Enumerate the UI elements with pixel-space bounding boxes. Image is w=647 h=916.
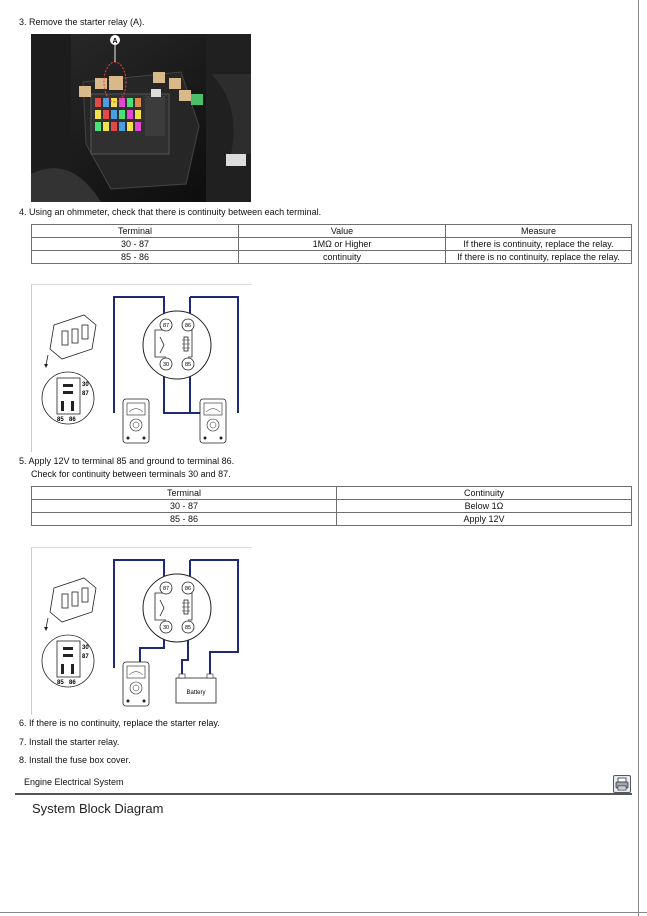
pin-label-86: 86	[69, 417, 76, 423]
table-row	[32, 513, 632, 526]
relay-terminal-86: 86	[184, 586, 192, 592]
table-row	[32, 500, 632, 513]
relay-terminal-87: 87	[162, 323, 170, 329]
relay-terminal-86: 86	[184, 323, 192, 329]
step-5-text: 5. Apply 12V to terminal 85 and ground to terminal 86.	[19, 456, 235, 466]
table-cell: 30 - 87	[32, 500, 337, 513]
table-cell: 85 - 86	[32, 251, 239, 264]
pin-label-85: 85	[57, 417, 64, 423]
section-title: System Block Diagram	[32, 801, 164, 816]
relay-terminal-30: 30	[162, 362, 170, 368]
relay-terminal-30: 30	[162, 625, 170, 631]
table-header-row	[32, 225, 632, 238]
table-cell: continuity	[239, 251, 446, 264]
battery	[176, 674, 216, 703]
ohmmeter-table	[31, 224, 632, 264]
table-header: Terminal	[32, 225, 239, 238]
table-cell: 1MΩ or Higher	[239, 238, 446, 251]
relay-terminal-85: 85	[184, 625, 192, 631]
relay-terminal-85: 85	[184, 362, 192, 368]
step-5-subtext: Check for continuity between terminals 30 and 87.	[31, 469, 231, 479]
ohmmeter-right	[200, 399, 226, 443]
pin-label-30: 30	[82, 382, 89, 388]
table-header: Continuity	[337, 487, 632, 500]
table-header: Value	[239, 225, 446, 238]
print-button[interactable]	[613, 775, 631, 793]
table-header: Terminal	[32, 487, 337, 500]
step-6-text: 6. If there is no continuity, replace the starter relay.	[19, 718, 220, 728]
pin-label-85: 85	[57, 680, 64, 686]
page-border-bottom	[0, 912, 647, 913]
table-cell: Apply 12V	[337, 513, 632, 526]
ohmmeter	[123, 662, 149, 706]
table-cell: Below 1Ω	[337, 500, 632, 513]
ohmmeter-left	[123, 399, 149, 443]
pin-label-86: 86	[69, 680, 76, 686]
step-8-text: 8. Install the fuse box cover.	[19, 755, 131, 765]
step-3-text: 3. Remove the starter relay (A).	[19, 17, 145, 27]
section-divider	[15, 793, 632, 795]
table-header: Measure	[446, 225, 632, 238]
relay-terminal-87: 87	[162, 586, 170, 592]
section-breadcrumb: Engine Electrical System	[24, 777, 124, 787]
step-4-text: 4. Using an ohmmeter, check that there is continuity between each terminal.	[19, 207, 322, 217]
page-border	[638, 0, 639, 916]
printer-icon	[614, 776, 630, 792]
table-row	[32, 251, 632, 264]
table-header-row	[32, 487, 632, 500]
pin-label-87: 87	[82, 391, 89, 397]
table-row	[32, 238, 632, 251]
table-cell: If there is no continuity, replace the relay.	[446, 251, 632, 264]
pin-label-87: 87	[82, 654, 89, 660]
relay-test-diagram-2	[31, 547, 252, 715]
table-cell: 30 - 87	[32, 238, 239, 251]
table-cell: 85 - 86	[32, 513, 337, 526]
callout-a: A	[112, 38, 118, 45]
fuse-box-photo	[31, 34, 251, 202]
battery-label: Battery	[186, 690, 206, 696]
relay-test-diagram-1	[31, 284, 252, 452]
continuity-table	[31, 486, 632, 526]
pin-label-30: 30	[82, 645, 89, 651]
table-cell: If there is continuity, replace the relay.	[446, 238, 632, 251]
step-7-text: 7. Install the starter relay.	[19, 737, 120, 747]
